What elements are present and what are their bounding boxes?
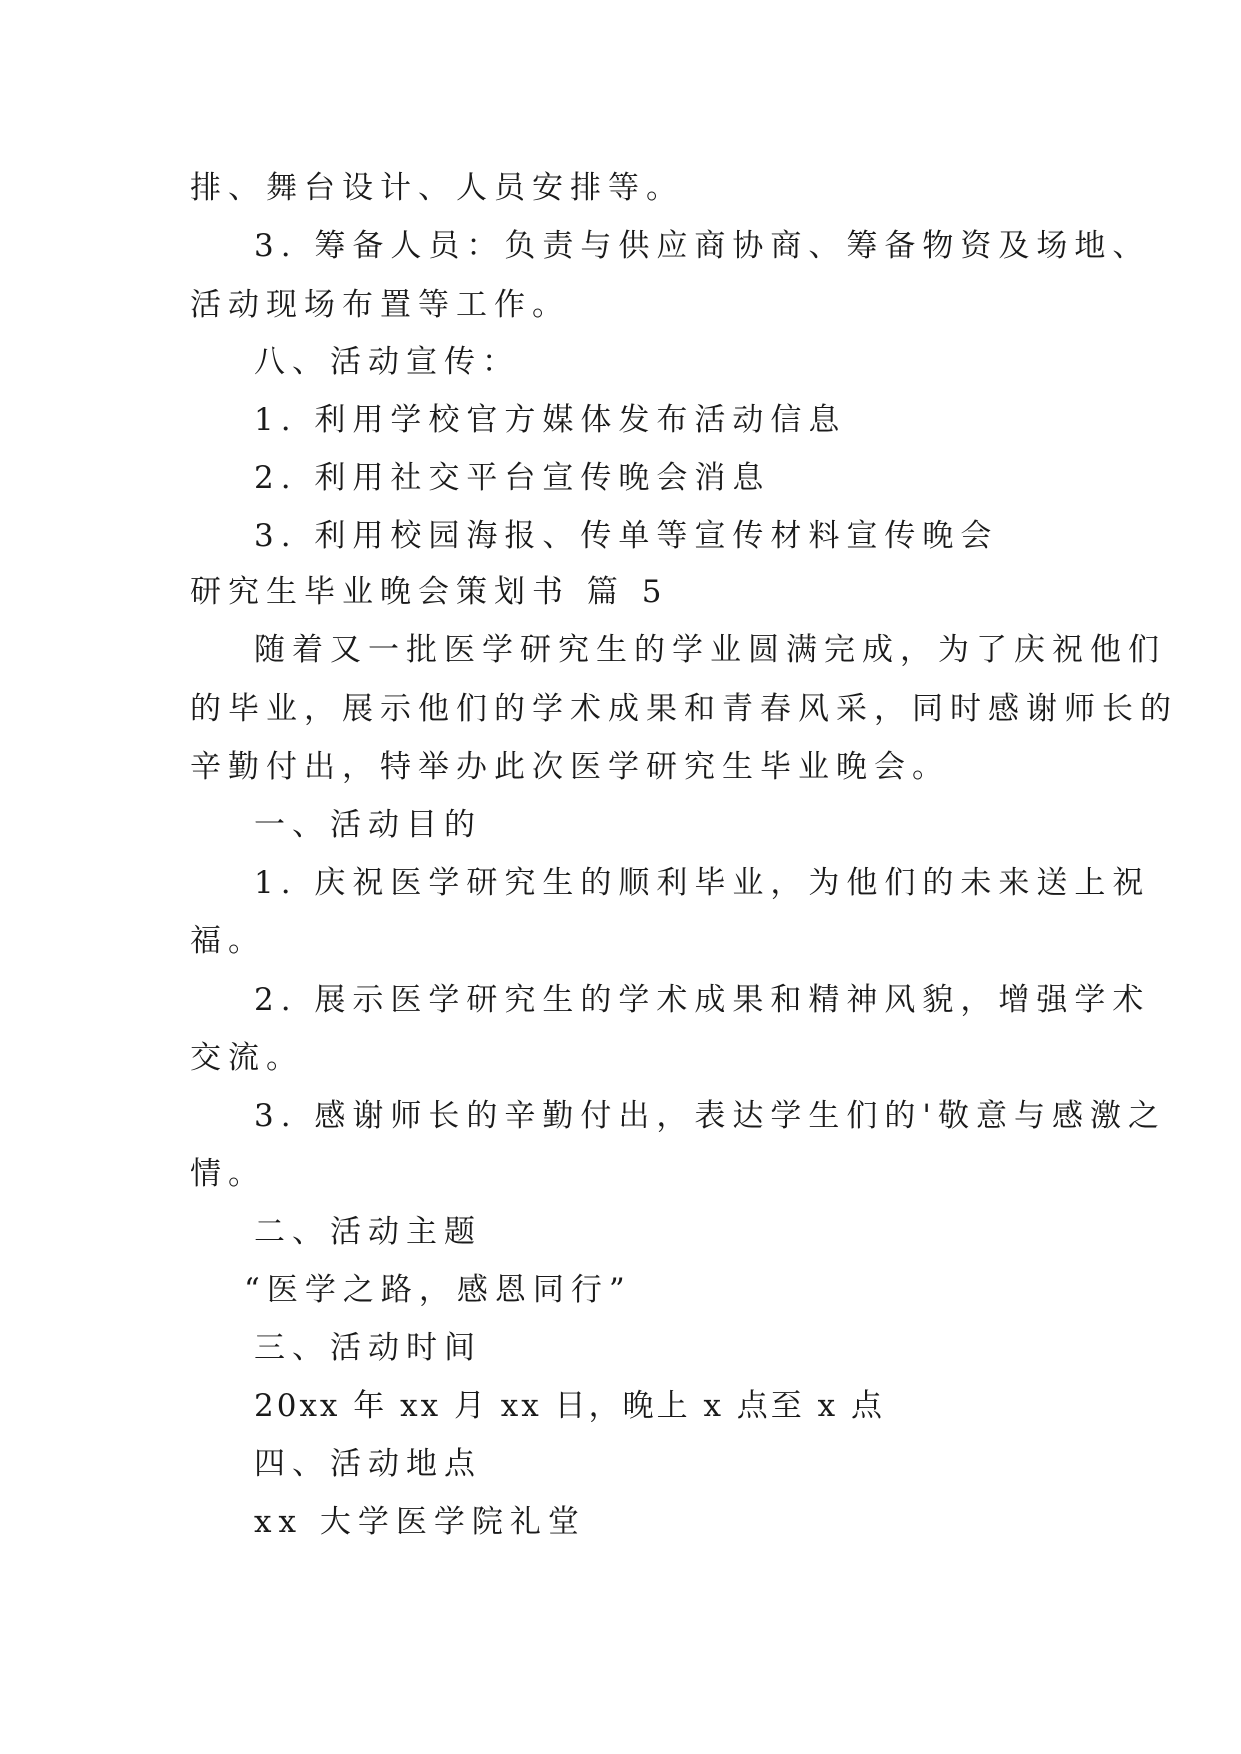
section-heading: 一、活动目的 bbox=[254, 807, 482, 843]
paragraph-line: 辛勤付出，特举办此次医学研究生毕业晚会。 bbox=[190, 749, 950, 785]
list-item: 2. 展示医学研究生的学术成果和精神风貌，增强学术 bbox=[254, 982, 1151, 1018]
section-heading: 二、活动主题 bbox=[254, 1214, 482, 1250]
list-item: 3. 感谢师长的辛勤付出，表达学生们的'敬意与感激之 bbox=[254, 1098, 1166, 1134]
list-item: 2. 利用社交平台宣传晚会消息 bbox=[254, 460, 771, 496]
list-item: 1. 利用学校官方媒体发布活动信息 bbox=[254, 402, 847, 438]
location-text: xx 大学医学院礼堂 bbox=[254, 1504, 586, 1540]
section-heading: 八、活动宣传： bbox=[254, 344, 520, 380]
paragraph-line: 的毕业，展示他们的学术成果和青春风采，同时感谢师长的 bbox=[190, 691, 1178, 727]
paragraph-line: 活动现场布置等工作。 bbox=[190, 287, 570, 323]
date-text: 20xx 年 xx 月 xx 日，晚上 x 点至 x 点 bbox=[254, 1388, 885, 1424]
paragraph-line: 随着又一批医学研究生的学业圆满完成，为了庆祝他们 bbox=[254, 632, 1166, 668]
list-item: 3. 利用校园海报、传单等宣传材料宣传晚会 bbox=[254, 518, 999, 554]
paragraph-line: 排、舞台设计、人员安排等。 bbox=[190, 170, 684, 206]
section-heading: 三、活动时间 bbox=[254, 1330, 482, 1366]
paragraph-line: 3. 筹备人员：负责与供应商协商、筹备物资及场地、 bbox=[254, 228, 1151, 264]
paragraph-line: 福。 bbox=[190, 923, 266, 959]
paragraph-line: 情。 bbox=[190, 1156, 266, 1192]
paragraph-line: 交流。 bbox=[190, 1040, 304, 1076]
theme-text: “医学之路，感恩同行” bbox=[244, 1272, 632, 1308]
section-heading: 四、活动地点 bbox=[254, 1446, 482, 1482]
list-item: 1. 庆祝医学研究生的顺利毕业，为他们的未来送上祝 bbox=[254, 865, 1151, 901]
article-title: 研究生毕业晚会策划书 篇 5 bbox=[190, 574, 669, 610]
